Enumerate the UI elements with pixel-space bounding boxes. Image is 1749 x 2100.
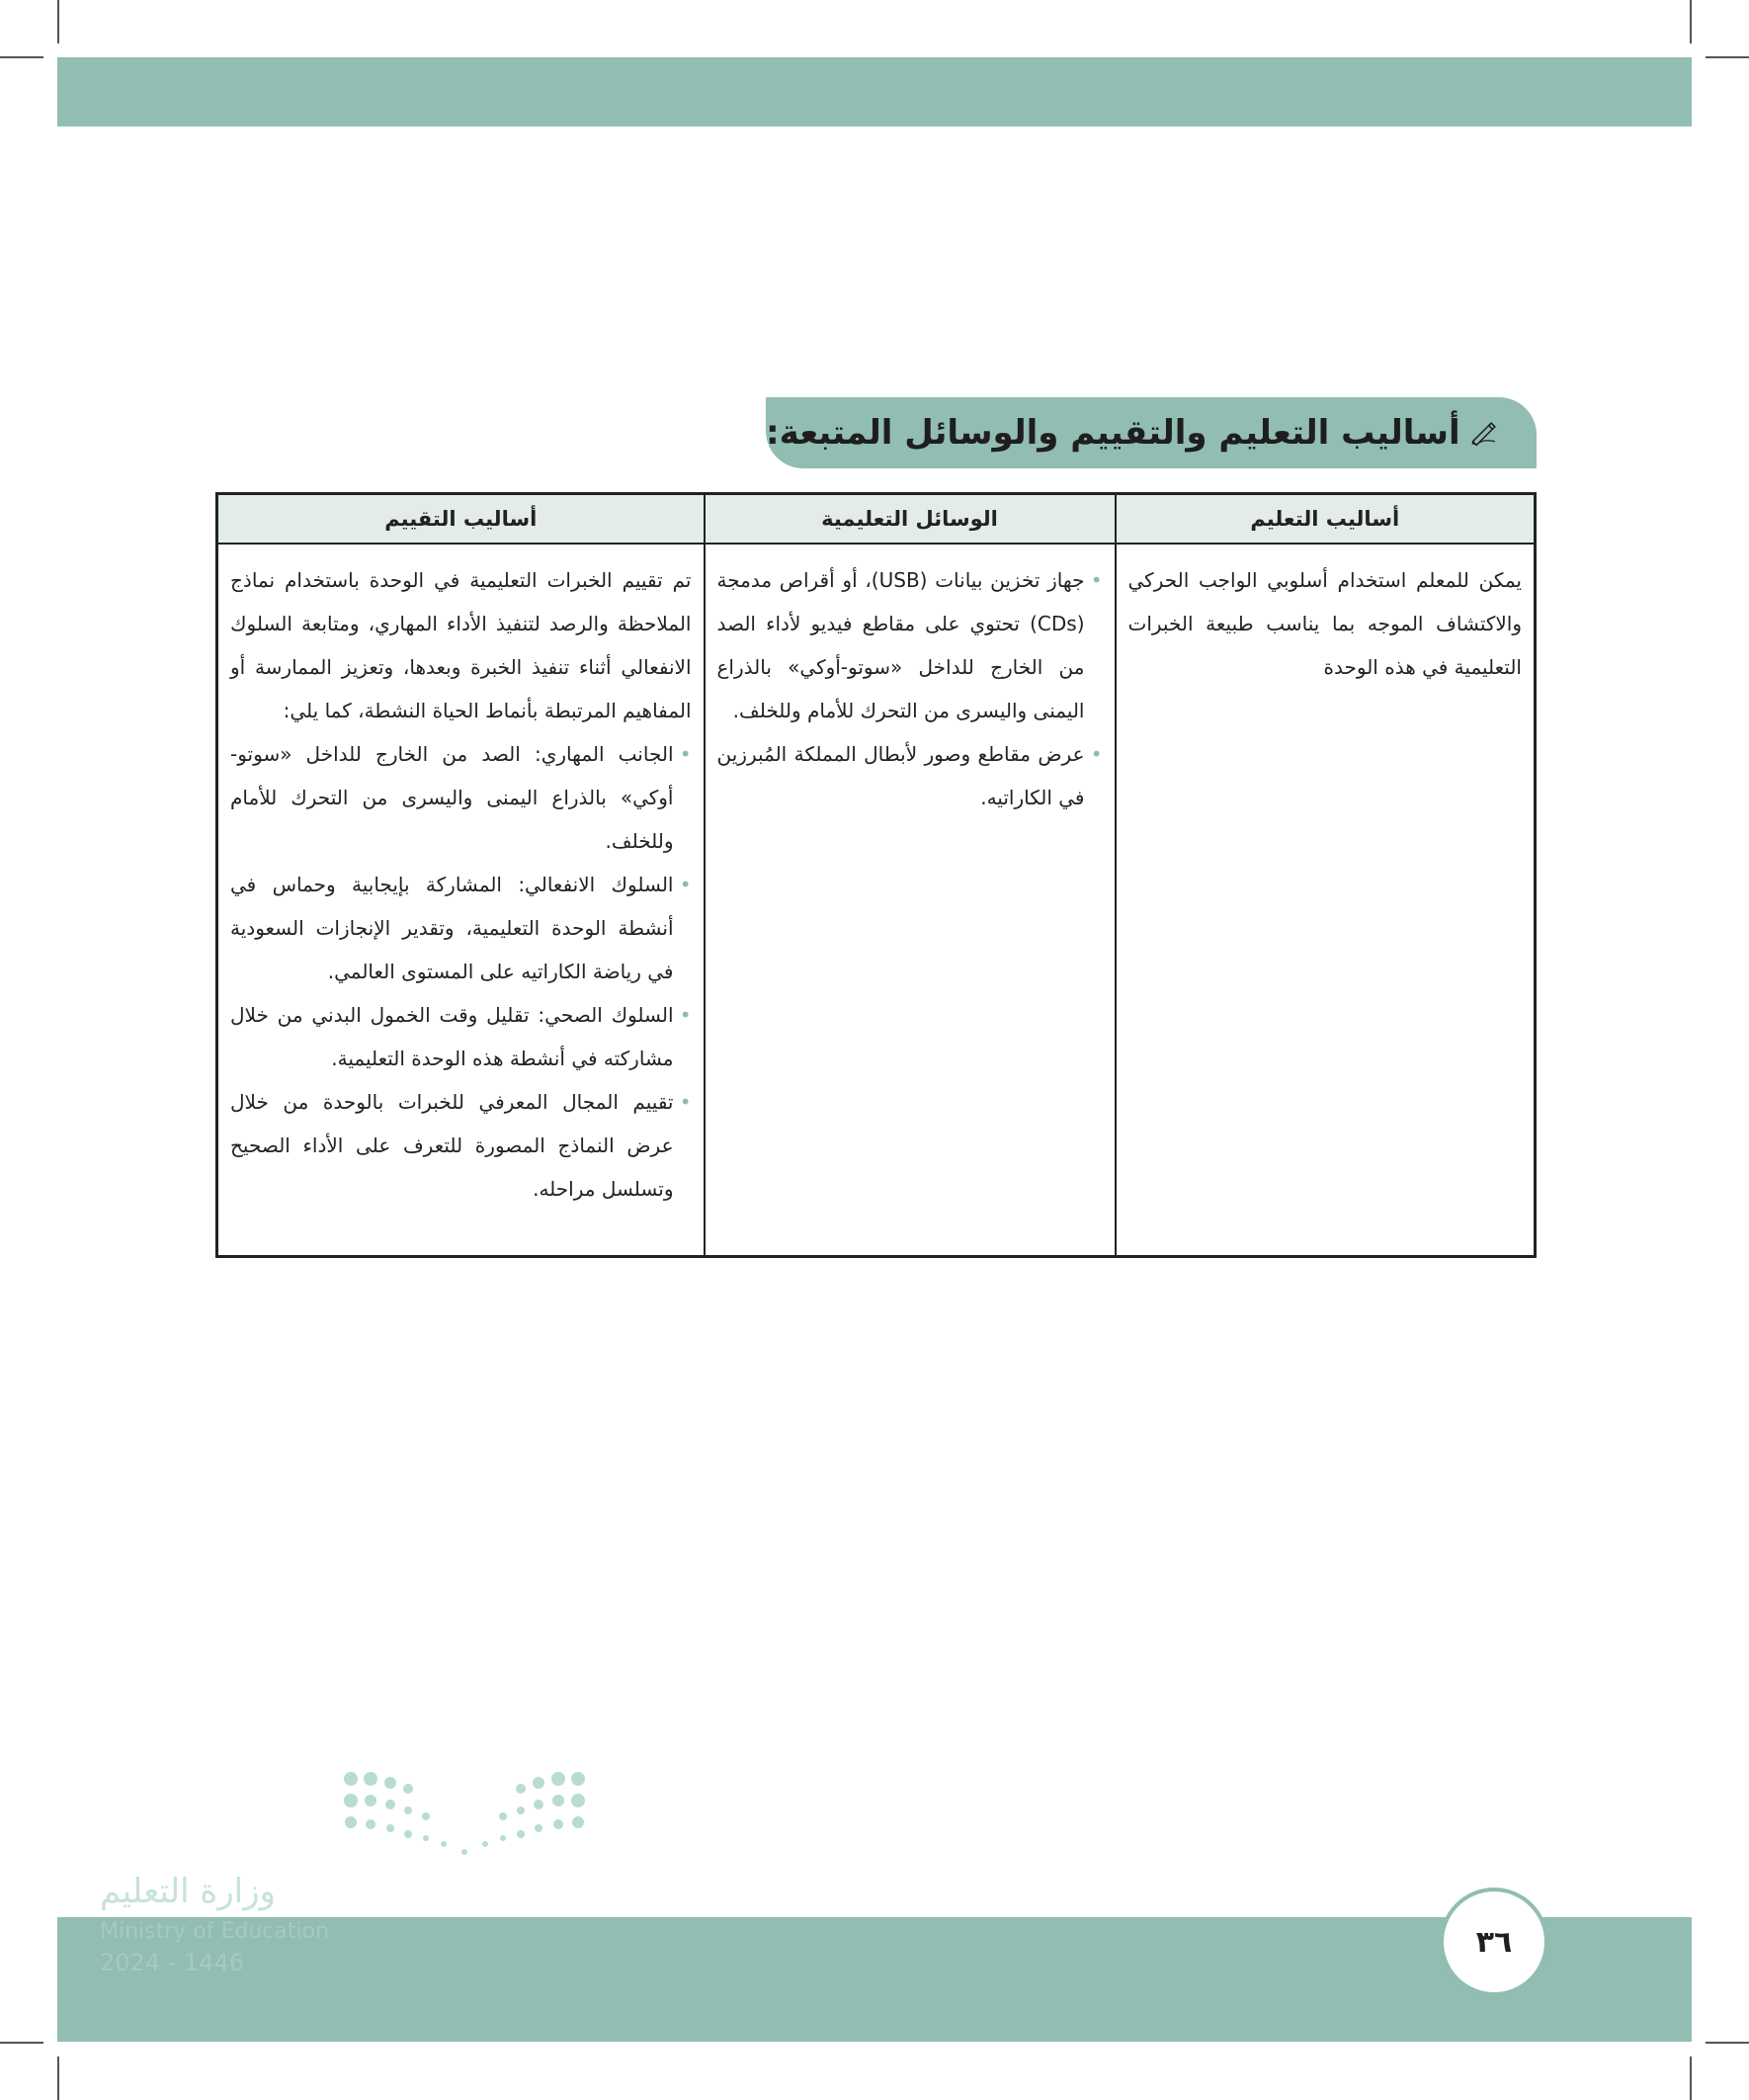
teaching-methods-cell xyxy=(1116,544,1536,1257)
crop-mark xyxy=(57,0,59,43)
section-title-text: أساليب التعليم والتقييم والوسائل المتبعة: xyxy=(766,413,1460,453)
page-number: ٣٦ xyxy=(1440,1888,1548,1996)
header-teaching-methods: أساليب التعليم xyxy=(1116,494,1536,545)
ministry-name-english: Ministry of Education xyxy=(100,1919,330,1944)
assessment-list xyxy=(230,732,692,1211)
top-band xyxy=(57,57,1692,126)
pen-writing-icon xyxy=(1470,413,1497,453)
list-item: • السلوك الانفعالي: المشاركة بإيجابية وحماس في أنشطة الوحدة التعليمية، وتقدير الإنجازات السعودية في رياضة الكاراتيه على المستوى العالمي. xyxy=(230,863,692,993)
plan-table xyxy=(215,492,1537,1258)
crop-mark xyxy=(1690,2057,1692,2100)
ministry-year: 2024 - 1446 xyxy=(100,1949,245,1976)
section-title xyxy=(766,397,1537,468)
list-item: • الجانب المهاري: الصد من الخارج للداخل «سوتو-أوكي» بالذراع اليمنى واليسرى من التحرك للأمام وللخلف. xyxy=(230,732,692,863)
teaching-methods-text: يمكن للمعلم استخدام أسلوبي الواجب الحركي والاكتشاف الموجه بما يناسب طبيعة الخبرات التعليمية في هذه الوحدة xyxy=(1127,568,1522,679)
list-item: • السلوك الصحي: تقليل وقت الخمول البدني من خلال مشاركته في أنشطة هذه الوحدة التعليمية. xyxy=(230,993,692,1080)
table-row xyxy=(217,544,1536,1257)
header-teaching-aids: الوسائل التعليمية xyxy=(705,494,1116,545)
crop-mark xyxy=(57,2057,59,2100)
crop-mark xyxy=(1706,56,1749,58)
crop-mark xyxy=(0,56,43,58)
ministry-dots-icon xyxy=(341,1769,588,1858)
table-header-row xyxy=(217,494,1536,545)
list-item: • تقييم المجال المعرفي للخبرات بالوحدة من خلال عرض النماذج المصورة للتعرف على الأداء الصحيح وتسلسل مراحله. xyxy=(230,1080,692,1211)
crop-mark xyxy=(0,2042,43,2044)
crop-mark xyxy=(1690,0,1692,43)
ministry-logo xyxy=(94,1769,361,1996)
header-assessment-methods: أساليب التقييم xyxy=(217,494,705,545)
assessment-intro: تم تقييم الخبرات التعليمية في الوحدة باستخدام نماذج الملاحظة والرصد لتنفيذ الأداء المهاري، ومتابعة السلوك الانفعالي أثناء تنفيذ الخبرة وبعدها، وتعزيز الممارسة أو المفاهيم المرتبطة بأنماط الحياة النشطة، كما يلي: xyxy=(230,568,692,722)
list-item: • عرض مقاطع وصور لأبطال المملكة المُبرزين في الكاراتيه. xyxy=(717,732,1103,819)
list-item: • جهاز تخزين بيانات (USB)، أو أقراص مدمجة (CDs) تحتوي على مقاطع فيديو لأداء الصد من الخارج للداخل «سوتو-أوكي» بالذراع اليمنى واليسرى من التحرك للأمام وللخلف. xyxy=(717,558,1103,732)
ministry-name-arabic: وزارة التعليم xyxy=(100,1872,276,1911)
crop-mark xyxy=(1706,2042,1749,2044)
teaching-aids-list xyxy=(717,558,1103,819)
teaching-aids-cell xyxy=(705,544,1116,1257)
assessment-cell xyxy=(217,544,705,1257)
